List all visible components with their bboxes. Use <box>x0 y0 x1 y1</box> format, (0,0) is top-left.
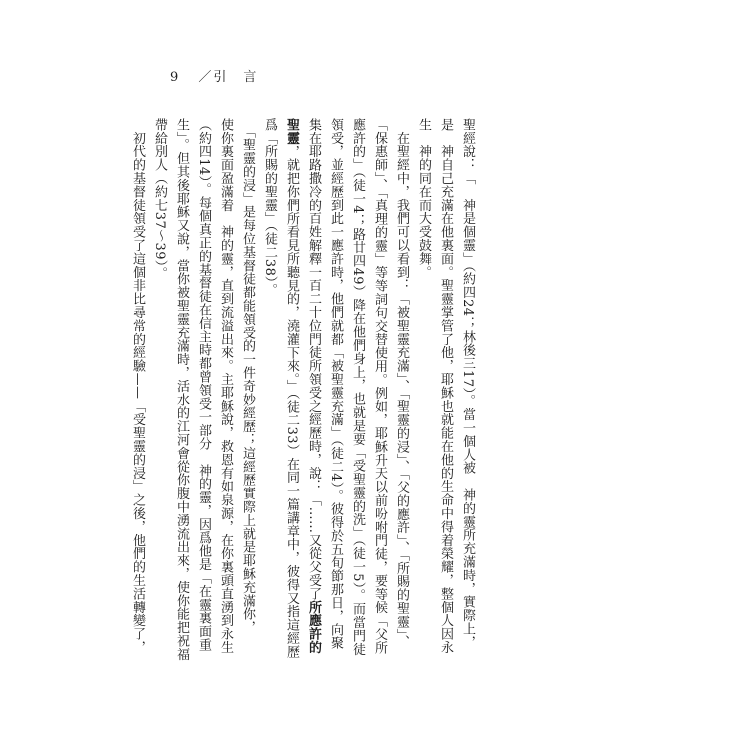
text-column <box>390 118 412 682</box>
text-run: 生 神的同在而大受鼓舞。 <box>416 118 431 279</box>
text-run: 是 神自己充滿在他裏面。聖靈掌管了他，耶穌也就能在他的生命中得着榮耀，整個人因永 <box>438 118 453 654</box>
text-run: 聖經說：「 神是個靈」（約四24；林後三17）。當一個人被 神的靈所充滿時，實際上， <box>460 118 475 649</box>
page-number: 9 <box>170 70 181 85</box>
text-run: 帶給別人（約七37～39）。 <box>152 118 167 281</box>
text-column <box>170 118 192 682</box>
text-run: 「保惠師」、「真理的靈」等等詞句交替使用。例如，耶穌升天以前吩咐門徒，要等候「父所 <box>372 118 387 655</box>
bold-text: 所應許的 <box>306 600 321 655</box>
body-text <box>130 118 478 682</box>
text-run: 爲「所賜的聖靈」（徒二38）。 <box>262 118 277 297</box>
text-column <box>346 118 368 682</box>
text-column <box>456 118 478 682</box>
text-column <box>368 118 390 682</box>
text-run: 「聖靈的浸」是每位基督徒都能領受的一件奇妙經歷；這經歷實際上就是耶穌充滿你， <box>240 118 255 635</box>
text-run: 集在耶路撒冷的百姓解釋一百二十位門徒所領受之經歷時，說：「……又從父受了 <box>306 118 321 601</box>
text-column <box>192 118 214 682</box>
text-run: 應許的」（徒一4；路廿四49）降在他們身上，也就是要「受聖靈的洗」（徒一5）。而當門徒 <box>350 118 365 656</box>
page-header <box>170 66 258 85</box>
text-run: 生」。但其後耶穌又說，當你被聖靈充滿時，活水的江河會從你腹中湧流出來，使你能把祝福 <box>174 118 189 661</box>
text-run: 在聖經中，我們可以看到：「被聖靈充滿」、「聖靈的浸」、「父的應許」、「所賜的聖靈」、 <box>394 118 409 649</box>
text-run: 使你裏面盈滿着 神的靈，直到流溢出來。主耶穌說，救恩有如泉源，在你裏頭直湧到永生 <box>218 118 233 654</box>
text-column <box>324 118 346 682</box>
chapter-title: ／引 言 <box>198 70 259 85</box>
text-column <box>412 118 434 682</box>
text-column <box>236 118 258 682</box>
text-run: 領受，並經歷到此一應許時，他們就都「被聖靈充滿」（徒二4）。彼得於五旬節那日，向聚 <box>328 118 343 650</box>
text-run: 初代的基督徒領受了這個非比尋常的經驗——「受聖靈的浸」之後，他們的生活轉變了， <box>130 118 145 654</box>
text-run: （約四14）。每個真正的基督徒在信主時都曾領受一部分 神的靈，因爲他是「在靈裏面重 <box>196 118 211 652</box>
text-column <box>434 118 456 682</box>
bold-text: 聖靈 <box>284 118 299 145</box>
text-column <box>148 118 170 682</box>
text-column <box>258 118 280 682</box>
text-column <box>302 118 324 682</box>
text-run: ，就把你們所看見所聽見的，澆灌下來。」（徒二33）在同一篇講章中，彼得又指這經歷 <box>284 144 299 659</box>
text-column <box>280 118 302 682</box>
text-column <box>214 118 236 682</box>
text-column <box>126 118 148 682</box>
